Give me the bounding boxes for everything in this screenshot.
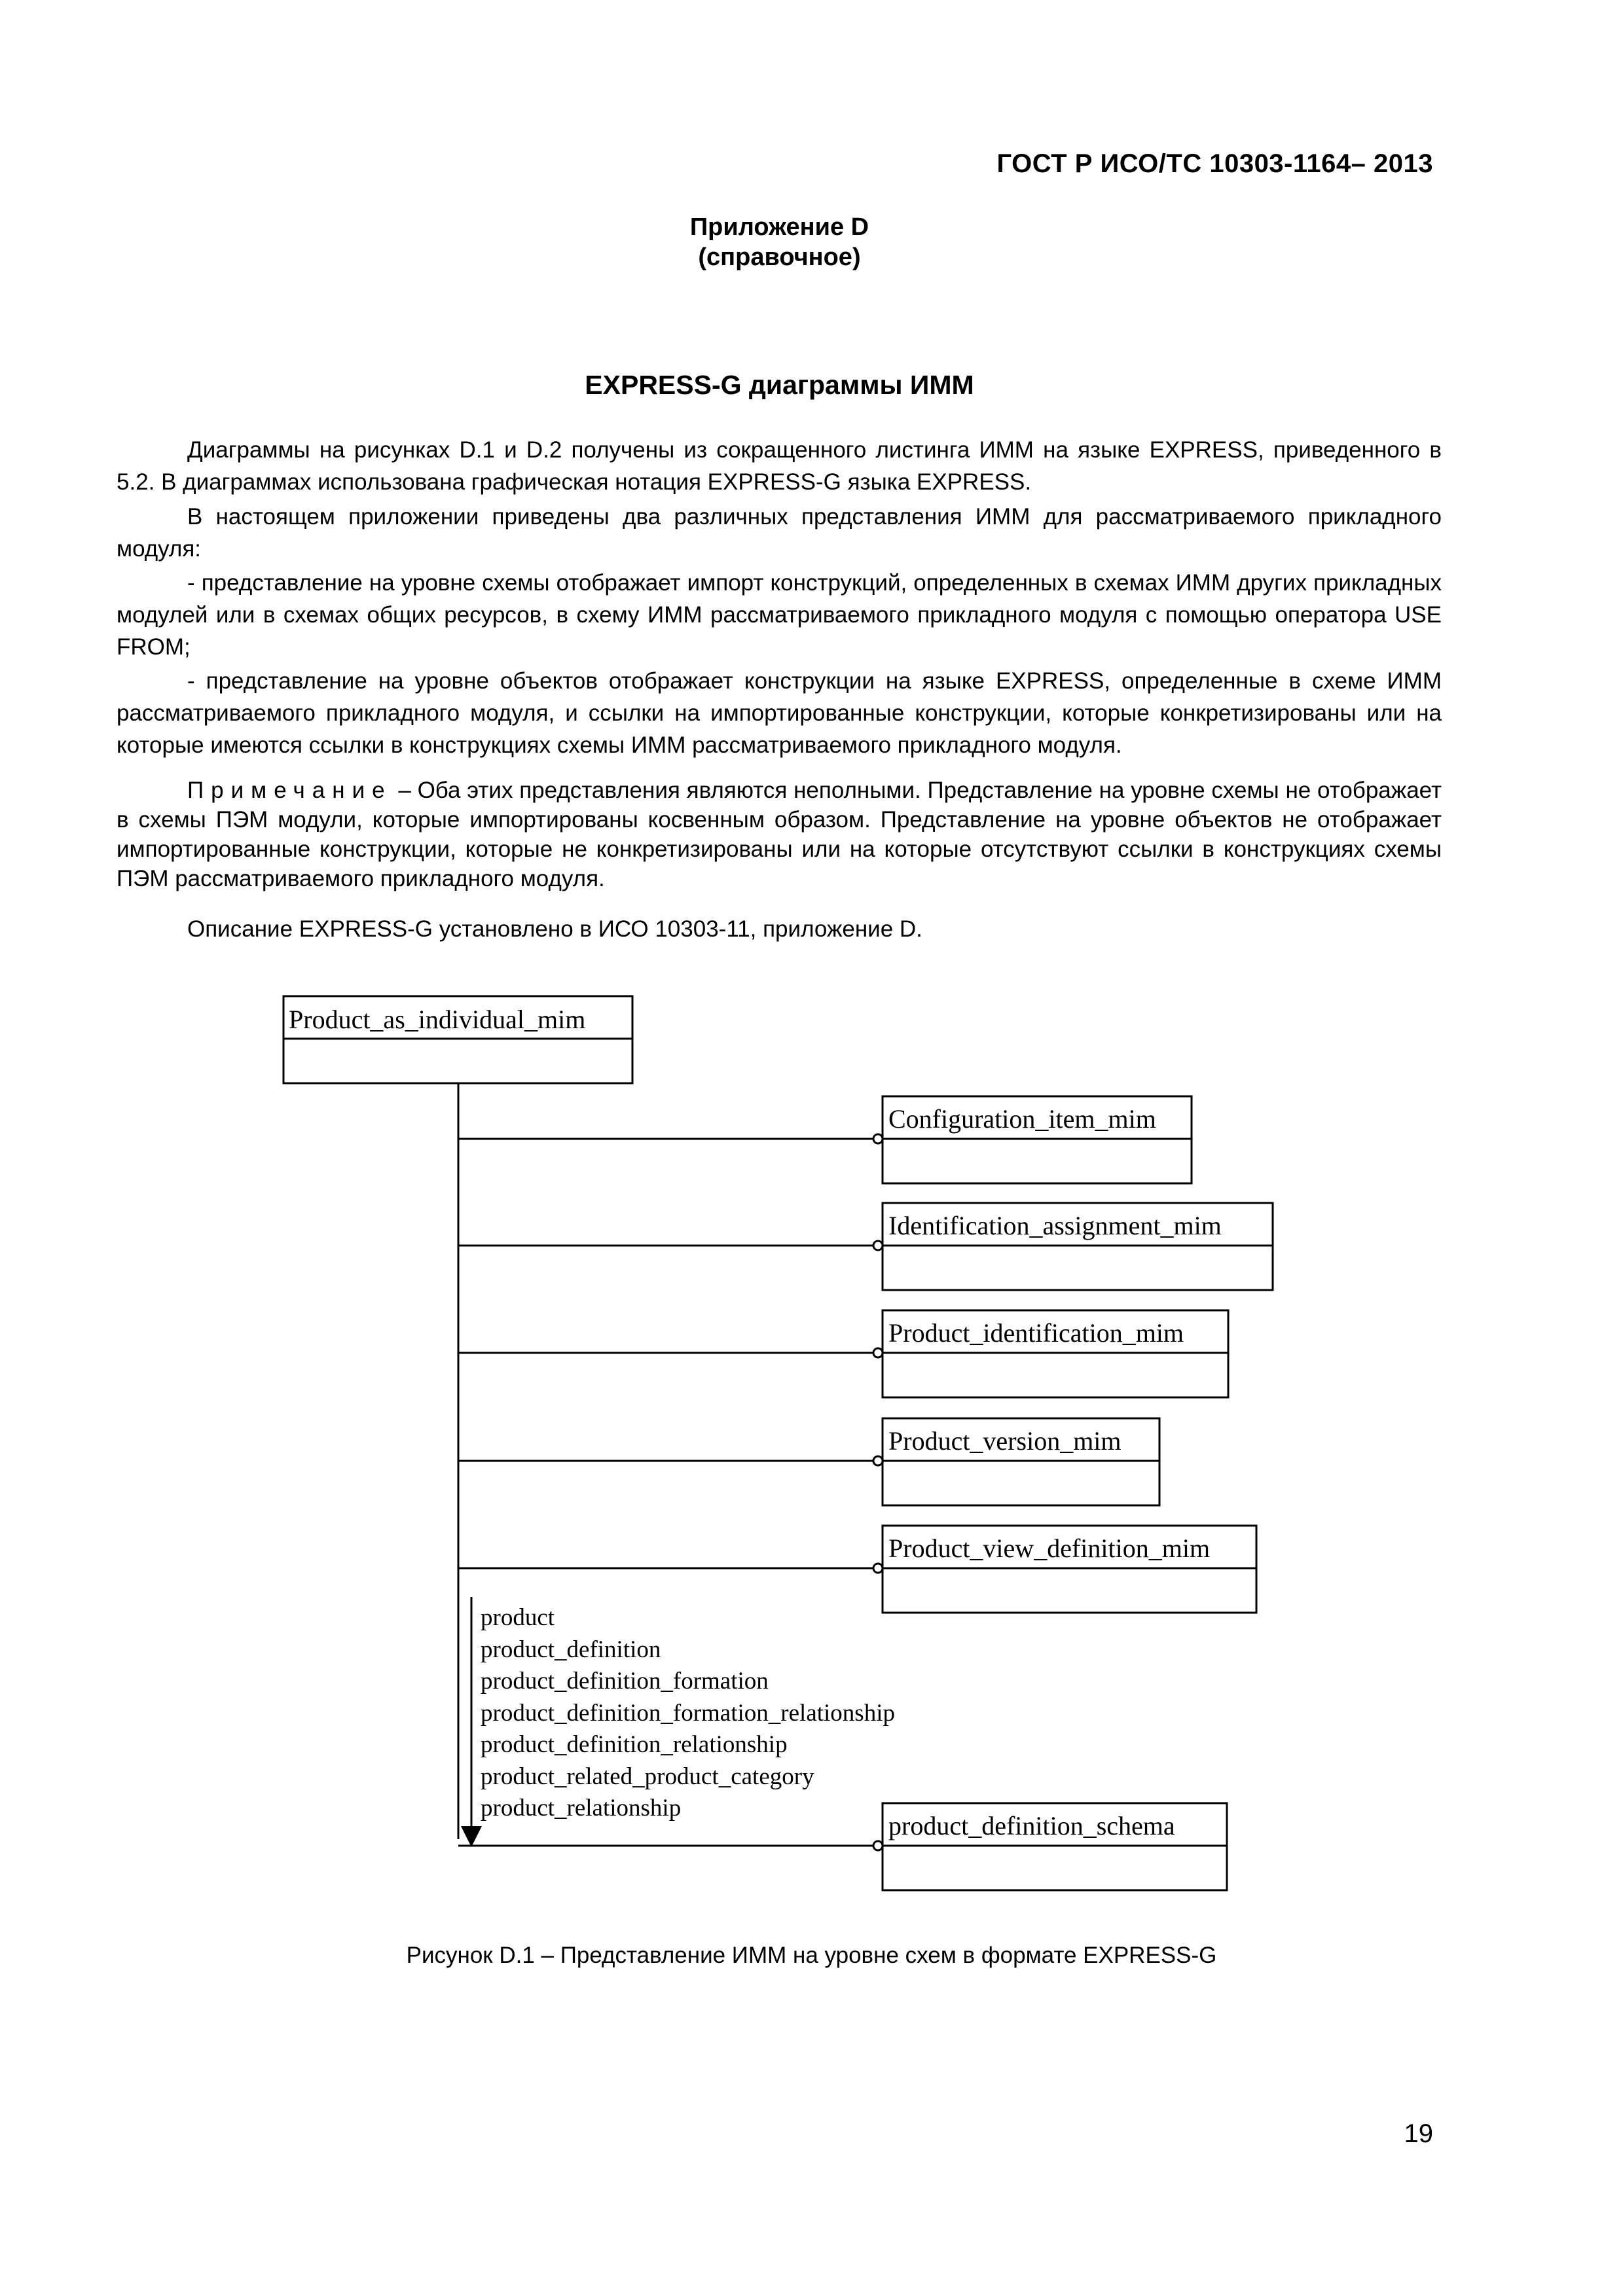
- appendix-title: EXPRESS-G диаграммы ИММ: [585, 370, 974, 400]
- schema-label-configuration-item: Configuration_item_mim: [888, 1104, 1156, 1134]
- reference-item: product_related_product_category: [481, 1763, 814, 1790]
- main-schema-label: Product_as_individual_mim: [289, 1005, 586, 1034]
- schema-label-product-identification: Product_identification_mim: [888, 1318, 1184, 1348]
- schema-label-product-view-definition: Product_view_definition_mim: [888, 1534, 1211, 1563]
- reference-item: product_definition_formation: [481, 1668, 769, 1695]
- connector-circle-icon: [873, 1241, 883, 1250]
- reference-item: product_definition_formation_relationship: [481, 1700, 895, 1727]
- schema-label-product-definition-schema: product_definition_schema: [888, 1811, 1175, 1840]
- reference-item: product_relationship: [481, 1795, 682, 1821]
- schema-label-identification-assignment: Identification_assignment_mim: [888, 1211, 1222, 1240]
- connector-circle-icon: [873, 1348, 883, 1357]
- connector-circle-icon: [873, 1456, 883, 1465]
- note-text: – Оба этих представления являются неполными. Представление на уровне схемы не отображает в схемы ПЭМ модули, которые импортированы косвенным образом. Представление на уровне объектов не отображает импортированные конструкции, которые не конкретизированы или на которые отсутствуют ссылки в конструкциях схемы ПЭМ рассматриваемого прикладного модуля.: [117, 778, 1442, 891]
- paragraph-5: Описание EXPRESS-G установлено в ИСО 10303-11, приложение D.: [187, 916, 922, 942]
- schema-label-product-version: Product_version_mim: [888, 1426, 1122, 1456]
- paragraph-1: Диаграммы на рисунках D.1 и D.2 получены из сокращенного листинга ИММ на языке EXPRESS, приведенного в 5.2. В диаграммах использована графическая нотация EXPRESS-G языка EXPRESS.: [117, 437, 1442, 495]
- reference-item: product: [481, 1604, 555, 1631]
- reference-item: product_definition_relationship: [481, 1731, 788, 1758]
- figure-caption: Рисунок D.1 – Представление ИММ на уровне схем в формате EXPRESS-G: [406, 1943, 1217, 1968]
- appendix-label: Приложение D: [689, 213, 869, 241]
- paragraph-3: - представление на уровне схемы отображает импорт конструкций, определенных в схемах ИММ других прикладных модулей или в схемах общих ресурсов, в схему ИММ рассматриваемого прикладного модуля с помощью оператора USE FROM;: [117, 570, 1442, 660]
- reference-arrow-icon: [461, 1826, 482, 1847]
- reference-item: product_definition: [481, 1636, 661, 1663]
- appendix-type: (справочное): [698, 243, 861, 271]
- page-number: 19: [1404, 2119, 1433, 2148]
- connector-circle-icon: [873, 1841, 883, 1850]
- paragraph-4: - представление на уровне объектов отображает конструкции на языке EXPRESS, определенные в схеме ИММ рассматриваемого прикладного модуля, и ссылки на импортированные конструкции, которые конкретизированы или на которые имеются ссылки в конструкциях схемы ИММ рассматриваемого прикладного модуля.: [117, 668, 1442, 758]
- note-label: Примечание: [187, 778, 392, 803]
- connector-circle-icon: [873, 1564, 883, 1573]
- connector-circle-icon: [873, 1134, 883, 1143]
- standard-header: ГОСТ Р ИСО/ТС 10303-1164– 2013: [996, 149, 1433, 178]
- paragraph-2: В настоящем приложении приведены два различных представления ИММ для рассматриваемого прикладного модуля:: [117, 504, 1442, 562]
